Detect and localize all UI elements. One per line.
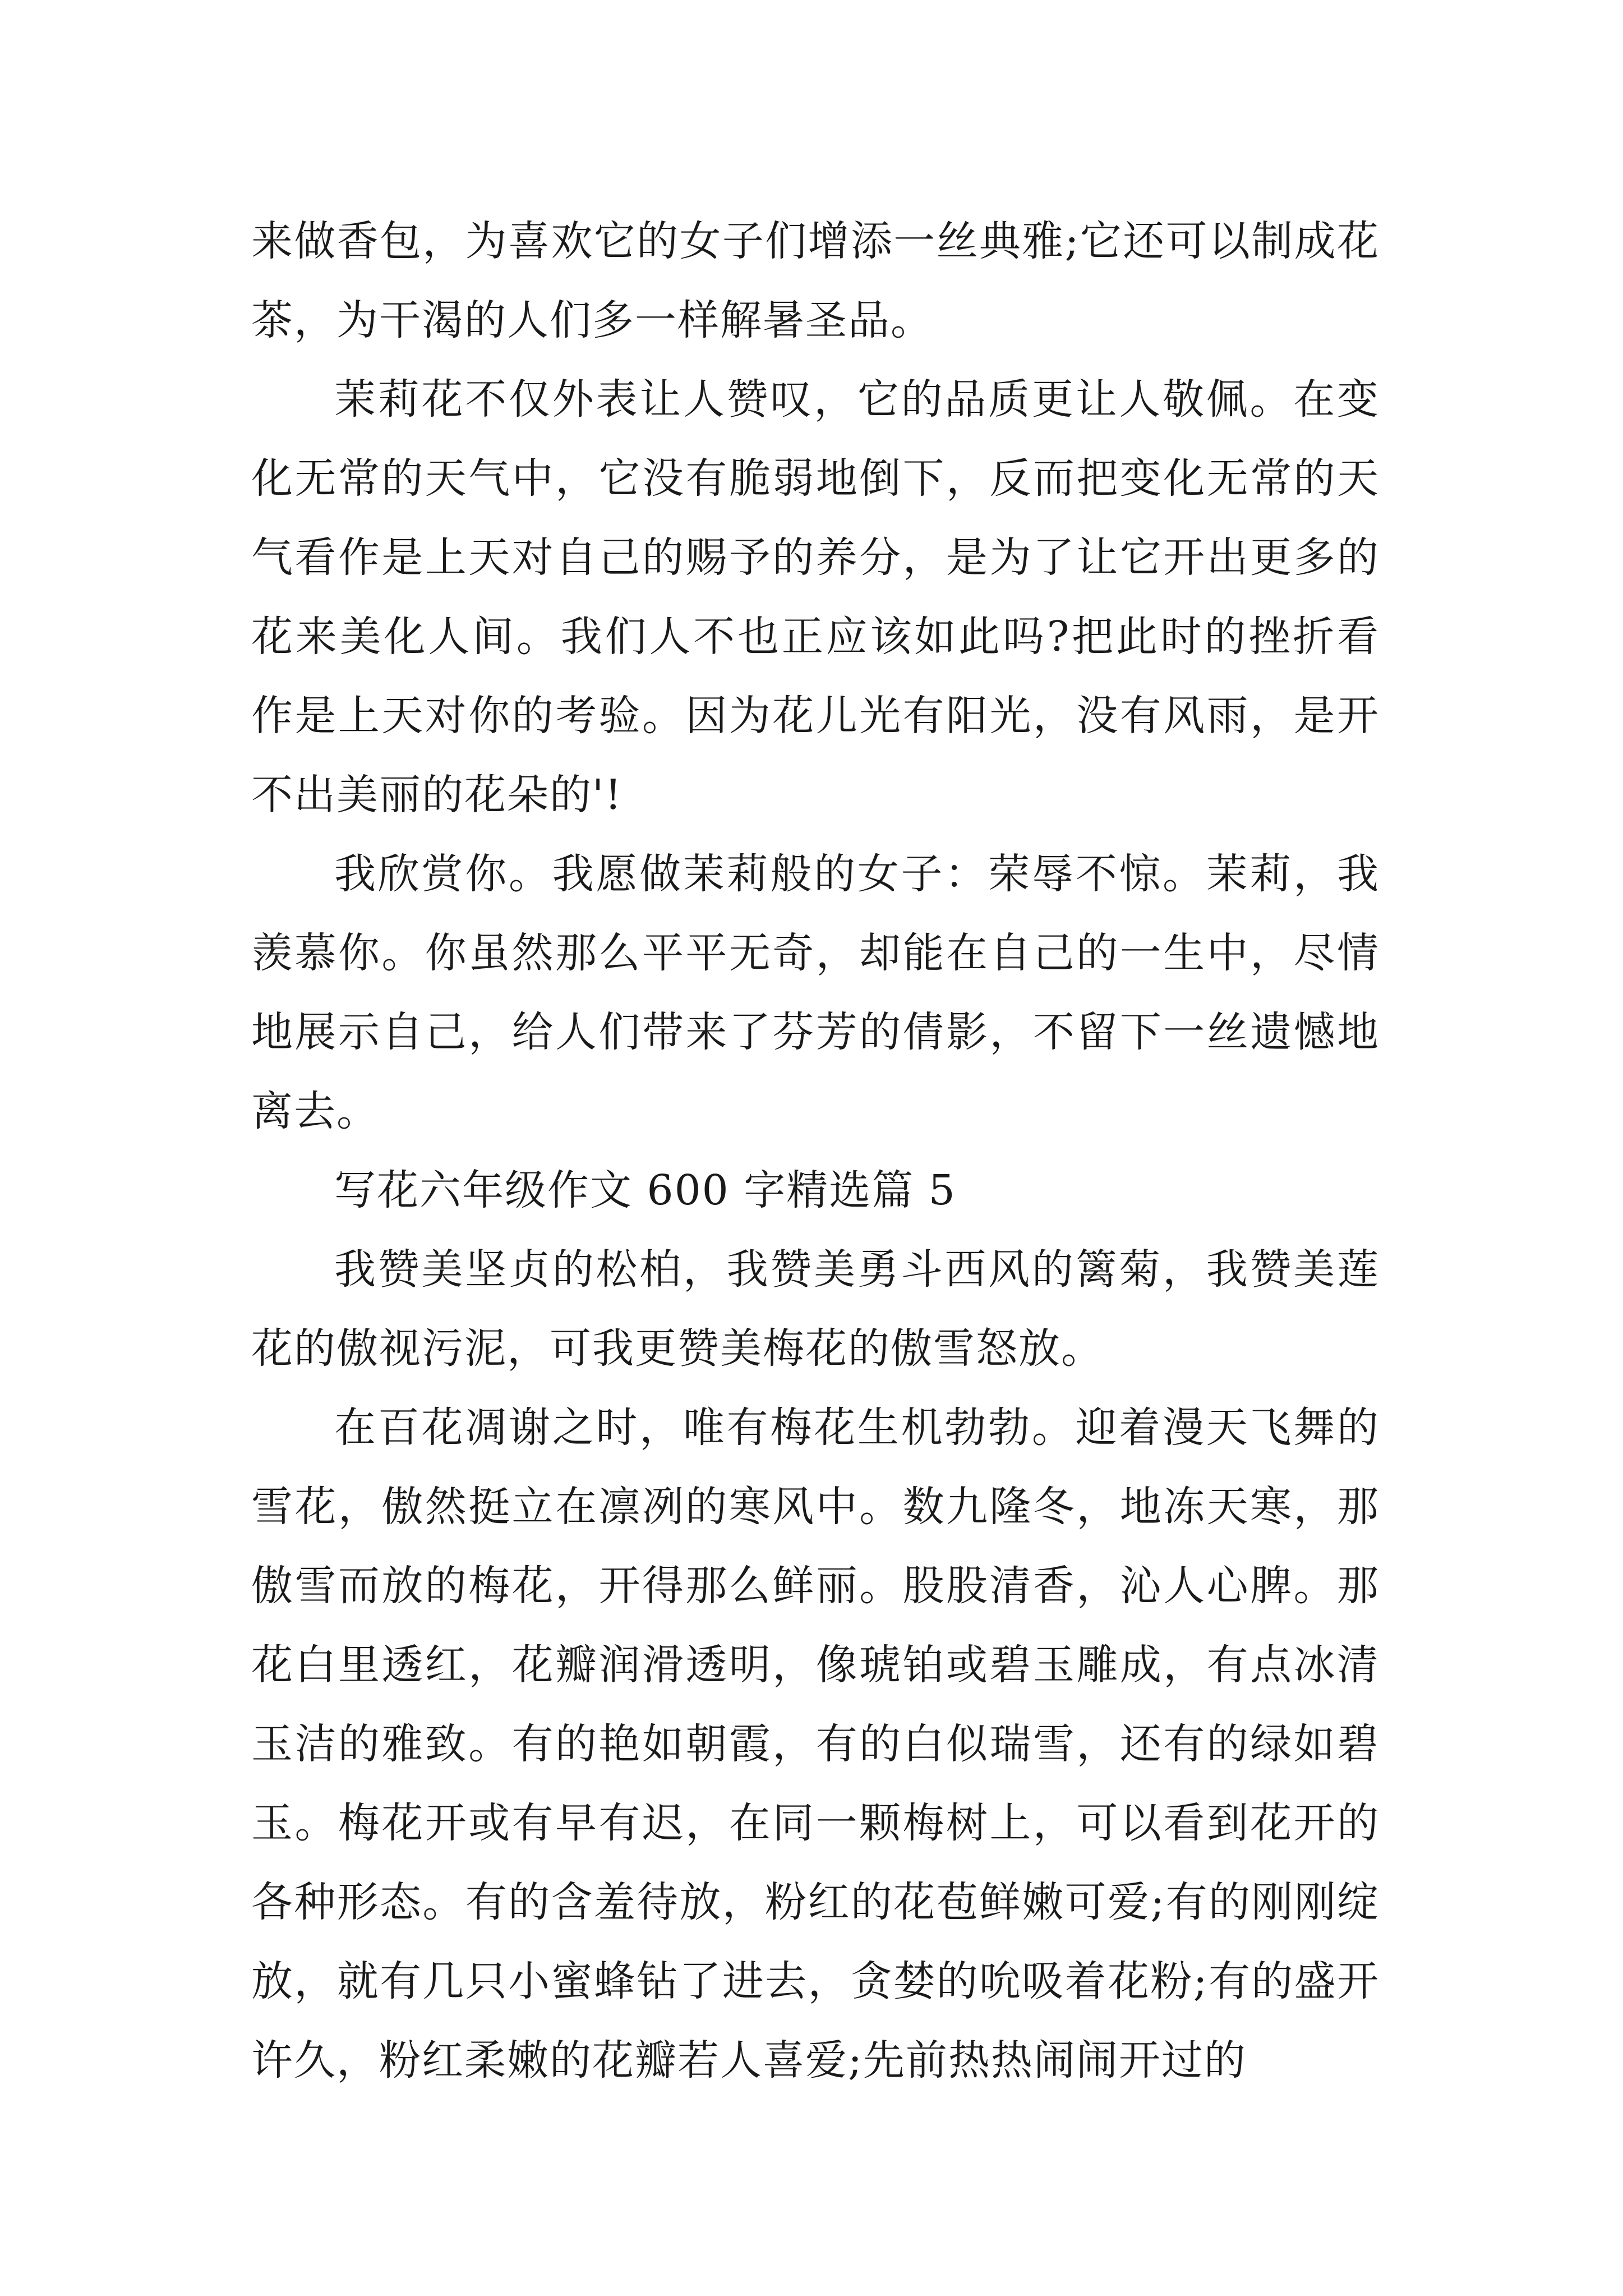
paragraph-3: 我欣赏你。我愿做茉莉般的女子：荣辱不惊。茉莉，我羡慕你。你虽然那么平平无奇，却能在自己的一生中，尽情地展示自己，给人们带来了芬芳的倩影，不留下一丝遗憾地离去。 — [251, 850, 1380, 1135]
section-title: 写花六年级作文 600 字精选篇 5 — [334, 1166, 956, 1214]
paragraph-5: 在百花凋谢之时，唯有梅花生机勃勃。迎着漫天飞舞的雪花，傲然挺立在凛冽的寒风中。数九隆冬，地冻天寒，那傲雪而放的梅花，开得那么鲜丽。股股清香，沁人心脾。那花白里透红，花瓣润滑透明，像琥铂或碧玉雕成，有点冰清玉洁的雅致。有的艳如朝霞，有的白似瑞雪，还有的绿如碧玉。梅花开或有早有迟，在同一颗梅树上，可以看到花开的各种形态。有的含羞待放，粉红的花苞鲜嫩可爱;有的刚刚绽放，就有几只小蜜蜂钻了进去，贪婪的吮吸着花粉;有的盛开许久，粉红柔嫩的花瓣若人喜爱;先前热热闹闹开过的 — [251, 1404, 1380, 2085]
paragraph-2: 茉莉花不仅外表让人赞叹，它的品质更让人敬佩。在变化无常的天气中，它没有脆弱地倒下，反而把变化无常的天气看作是上天对自己的赐予的养分，是为了让它开出更多的花来美化人间。我们人不也正应该如此吗?把此时的挫折看作是上天对你的考验。因为花儿光有阳光，没有风雨，是开不出美丽的花朵的'! — [251, 375, 1380, 819]
paragraph-4: 我赞美坚贞的松柏，我赞美勇斗西风的篱菊，我赞美莲花的傲视污泥，可我更赞美梅花的傲雪怒放。 — [251, 1245, 1380, 1373]
paragraph-1: 来做香包，为喜欢它的女子们增添一丝典雅;它还可以制成花茶，为干渴的人们多一样解暑圣品。 — [251, 217, 1380, 344]
document-body — [251, 202, 1380, 2100]
